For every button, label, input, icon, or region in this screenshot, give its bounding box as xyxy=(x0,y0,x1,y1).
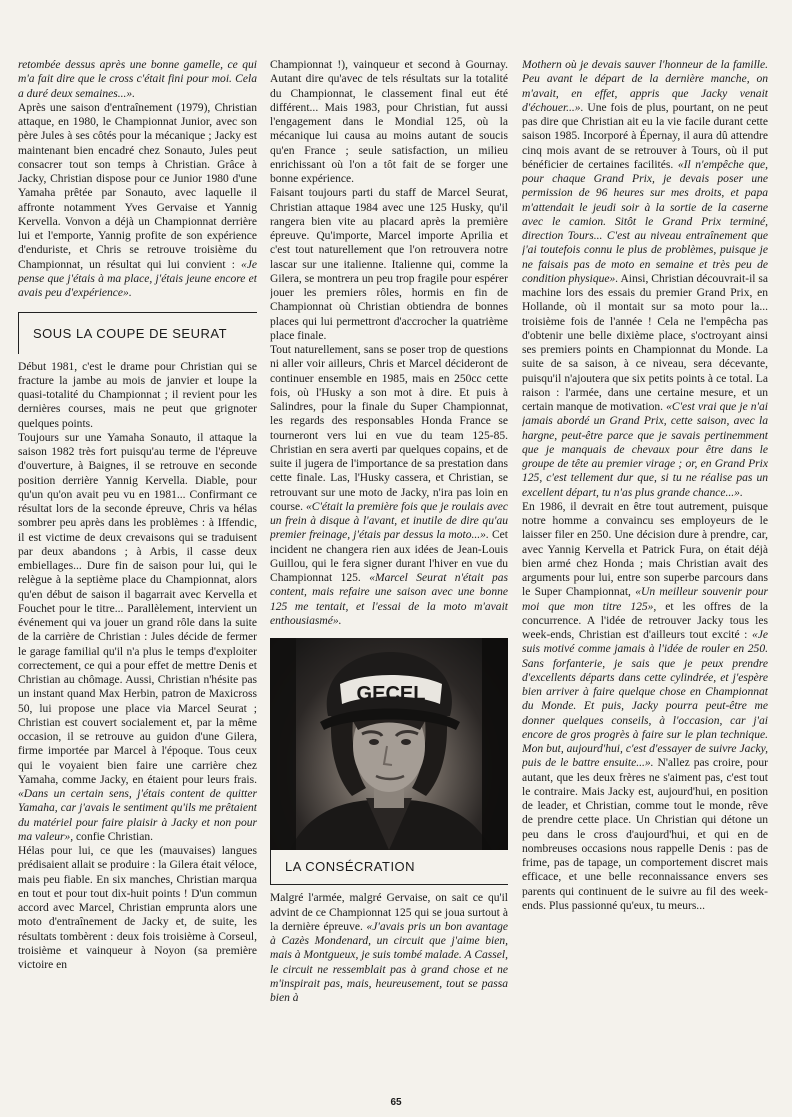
text: Malgré l'armée, malgré Gervaise, on sait ce qu'il advint de ce Championnat 125 qui se joua surtout à la dernière épreuve. xyxy=(270,892,508,933)
paragraph xyxy=(18,58,257,101)
paragraph: Début 1981, c'est le drame pour Christian qui se fracture la jambe au mois de janvier et loupe la quasi-totalité du Championnat ; il revient pour les dernières courses, mais ne peut que grignoter quelques points. xyxy=(18,360,257,430)
quote: retombée dessus après une bonne gamelle, ce qui m'a fait dire que le cross c'était fini pour moi. Cela a duré deux semaines...». xyxy=(18,59,257,100)
text: En 1986, il devrait en être tout autrement, puisque notre homme a convaincu ses employeurs de le laisser filer en 250. Une décision dure à prendre, car, avec Yannig Kervella et Patrick Fura, on était déjà bien armé chez Honda ; mais Christian avait des arguments pour lui, entre son superbe parcours dans le Super Championnat, xyxy=(522,500,768,599)
paragraph: Faisant toujours parti du staff de Marcel Seurat, Christian attaque 1984 avec une 125 Husky, qu'il rangera bien vite au placard après la première épreuve. Qu'importe, Marcel importe Aprilia et c'est tout naturellement que l'on retrouvera notre lascar sur une italienne. Italienne qui, comme la Gilera, se montrera un peu trop fragile pour espérer jouer les premiers rôles, hormis en fin de Championnat où Christian obtiendra de bonnes places qui lui permettront d'accrocher la quatrième place finale. xyxy=(270,187,508,342)
text: Tout naturellement, sans se poser trop de questions ni aller voir ailleurs, Chris et Marcel décideront de continuer ensemble en 1985, mais en 250cc cette fois, où l'Husky a son mot à dire. Et puis à Salindres, pour la finale du Super Championnat, les regards des responsables Honda France se tourneront vers lui en vue du team 125-85. Christian en sera averti par quelques copains, et de suite il jugera de l'importance de sa prestation dans cette finale. Las, l'Husky cassera, et Christian, se retrouvant sur une moto de Jacky, n'ira pas loin en course. xyxy=(270,344,508,513)
cap-logo-text: GECEL xyxy=(356,683,426,705)
section-heading: SOUS LA COUPE DE SEURAT xyxy=(18,312,257,353)
quote: Mothern où je devais sauver l'honneur de la famille. Peu avant le départ de la dernière manche, on m'avait, en effet, appris que Jacky venait d'échouer...». xyxy=(522,59,768,114)
quote: «Il n'empêche que, pour chaque Grand Prix, je devais poser une permission de 96 heures sur mes droits, et papa m'attendait le jeudi soir à la sortie de la caserne avec le camion. Sitôt le Grand Prix terminé, direction Tours... C'est au niveau entraînement que j'ai toutefois connu le plus de problèmes, puisque je ne faisais pas de moto en semaine et très peu de condition physique». xyxy=(522,158,768,285)
photo-caption: LA CONSÉCRATION xyxy=(270,850,508,885)
column-2 xyxy=(270,58,508,1110)
paragraph: Championnat !), vainqueur et second à Gournay. Autant dire qu'avec de tels résultats sur la totalité du Championnat, le classement final eut été différent... Mais 1983, pour Christian, fut aussi l'engagement dans le Mondial 125, où la mécanique lui causa au moins autant de soucis qu'en France ; seule satisfaction, un milieu enrichissant où l'on a tôt fait de se forger une bonne expérience. xyxy=(270,59,508,185)
quote: «J'avais pris un bon avantage à Cazès Mondenard, un circuit que j'aime bien, mais à Montgueux, je suis tombé malade. A Cassel, le circuit ne ressemblait pas à grand chose et ne m'inspirait pas, mais, heureusement, tout se passa bien à xyxy=(270,920,508,1004)
paragraph xyxy=(18,101,257,301)
column-3 xyxy=(522,58,768,1110)
quote: «Marcel Seurat n'était pas content, mais refaire une saison avec une bonne 125 me tentait, et l'essai de la moto m'avait enthousiasmé». xyxy=(270,572,508,627)
text: et les offres de la concurrence. A l'idée de retrouver Jacky tous les week-ends, Christian est d'ailleurs tout excité : xyxy=(522,600,768,641)
text: Une fois de plus, pourtant, on ne peut pas dire que Christian ait eu la vie facile durant cette saison 1985. Incorporé à Épernay, il aura dû attendre cinq mois avant de se retrouver à Tours, où il put bénéficier de certaines facilités. xyxy=(522,101,768,171)
text: N'allez pas croire, pour autant, que les deux frères ne s'aiment pas, c'est tout le contraire. Mais Jacky est, aujourd'hui, en position de leader, et Christian, comme tout le monde, rêve de prendre cette place. Un Christian qui détone un peu dans le cross d'aujourd'hui, et qui en de nombreuses occasions nous rappelle Denis : pas de frime, pas de tapage, un comportement discret mais efficace, et une belle reconnaissance envers ses parents qui continuent de le suivre au fil des week-ends. Plus passionné qu'eux, tu meurs... xyxy=(522,757,768,912)
quote: «C'était la première fois que je roulais avec un frein à disque à l'avant, et inutile de dire qu'au premier freinage, j'étais par dessus la moto...». xyxy=(270,500,508,542)
text: Après une saison d'entraînement (1979), Christian attaque, en 1980, le Championnat Junior, avec son père Jules à ses côtés pour la mécanique ; Jacky est maintenant bien encadré chez Sonauto, Jules peut consacrer tout son temps à Christian. Grâce à Jacky, Christian dispose pour ce Junior 1980 d'une Yamaha prêtée par Sonauto, avec laquelle il affronte notamment Yves Gervaise et Yannig Kervella. Vonvon a déjà un Championnat derrière lui et l'emporte, Yannig profite de son expérience d'enduriste, et Chris se retrouve troisième du Championnat, un résultat qui lui convient : xyxy=(18,101,257,271)
text: Ainsi, Christian découvrait-il sa machine lors des essais du premier Grand Prix, en Hollande, où il montait sur sa moto pour la... troisième fois de l'année ! Cela ne l'empêcha pas d'obtenir une belle dixième place, s'octroyant ainsi ses premiers points en Championnat du Monde. La suite de sa saison, à ce niveau, sera décevante, puisqu'il n'ajoutera que six petits points à ce total. La raison : l'armée, dans une certaine mesure, et un certain manque de motivation. xyxy=(522,272,768,413)
paragraph xyxy=(18,431,257,844)
portrait-illustration xyxy=(270,638,508,850)
paragraph xyxy=(270,343,508,628)
quote: «Dans un certain sens, j'étais content de quitter Yamaha, car j'avais le sentiment qu'ils me prêtaient du matériel pour faire plaisir à Jacky et non pour ma valeur», xyxy=(18,788,257,843)
text: confie Christian. xyxy=(73,830,154,843)
page-number: 65 xyxy=(390,1097,402,1108)
quote: «C'est vrai que je n'ai jamais abordé un Grand Prix, cette saison, avec la hargne, peut-être parce que je savais pertinemment que je manquais de chevaux pour être dans le groupe de tête au premier virage ; or, en Grand Prix 125, c'est tellement dur que, si tu ne réalise pas un excellent départ, tu n'as plus grande chance...». xyxy=(522,401,768,499)
paragraph xyxy=(522,58,768,500)
paragraph: Hélas pour lui, ce que les (mauvaises) langues prédisaient allait se produire : la Gilera était véloce, mais peu fiable. En six manches, Christian marqua en tout et pour tout dix-huit points ! D'un commun accord avec Marcel, Christian emprunta alors une moto d'entraînement de Jacky et, de suite, les résultats tombèrent : deux fois troisième à Corseul, troisième et vainqueur à Noyon (sa première victoire en xyxy=(18,845,257,971)
rider-portrait-photo xyxy=(270,638,508,850)
paragraph xyxy=(270,891,508,1005)
column-1 xyxy=(18,58,257,1110)
text: Cet incident ne changera rien aux idées de Jean-Louis Guillou, qui le fera signer durant l'hiver en vue du Championnat 125. xyxy=(270,529,508,584)
text: Toujours sur une Yamaha Sonauto, il attaque la saison 1982 très fort puisqu'au terme de l'épreuve d'ouverture, à Baignes, il se retrouve en seconde position derrière Yannig Kervella. Diable, pour qu'un qu'on avait peu vu en 1981... Confirmant ce résultat lors de la seconde épreuve, Chris va hélas sombrer peu après dans les problèmes : à Iffendic, il est victime de deux crevaisons qui se traduisent par deux abandons ; à Arbis, il casse deux embiellages... Dure fin de saison pour lui, qui le relègue à la septième place du Championnat, alors qu'en début de saison il bagarrait avec Kervella et Fouchet pour le titre... Parallèlement, intervient un événement qui va jouer un grand rôle dans la suite de la carrière de Christian : Jules décide de fermer le garage familial qu'il n'a plus le temps d'exploiter correctement, ce qui a pour effet de mettre Denis et Christian au chômage. Aussi, Christian n'hésite pas un instant quand Max Herbin, patron de Maxicross 50, lui propose une place via Marcel Seurat ; Christian est couvert socialement et, par la même occasion, il se retrouve au guidon d'une Gilera, firme importée par Marcel à l'époque. Tous ceux qui le voyaient bien faire une carrière chez Yamaha, comme Jacky, en étaient pour leurs frais. xyxy=(18,431,257,786)
quote: «Je pense que j'étais à ma place, j'étais jeune encore et avais peu d'expérience». xyxy=(18,258,257,299)
quote: «Je suis motivé comme jamais à l'idée de rouler en 250. Sans forfanterie, je sais que je peux prendre d'excellents départs dans cette cylindrée, et j'espère bien arriver à faire quelque chose en Championnat du Monde. Et puis, Jacky pourra peut-être me donner quelques conseils, à l'occasion, car j'ai encore de gros progrès à faire sur le plan technique. Mon but, aujourd'hui, c'est d'essayer de suivre Jacky, puis de le battre ensuite...». xyxy=(522,629,768,770)
quote: «Un meilleur souvenir pour moi que mon titre 125», xyxy=(522,586,768,613)
paragraph xyxy=(522,500,768,913)
